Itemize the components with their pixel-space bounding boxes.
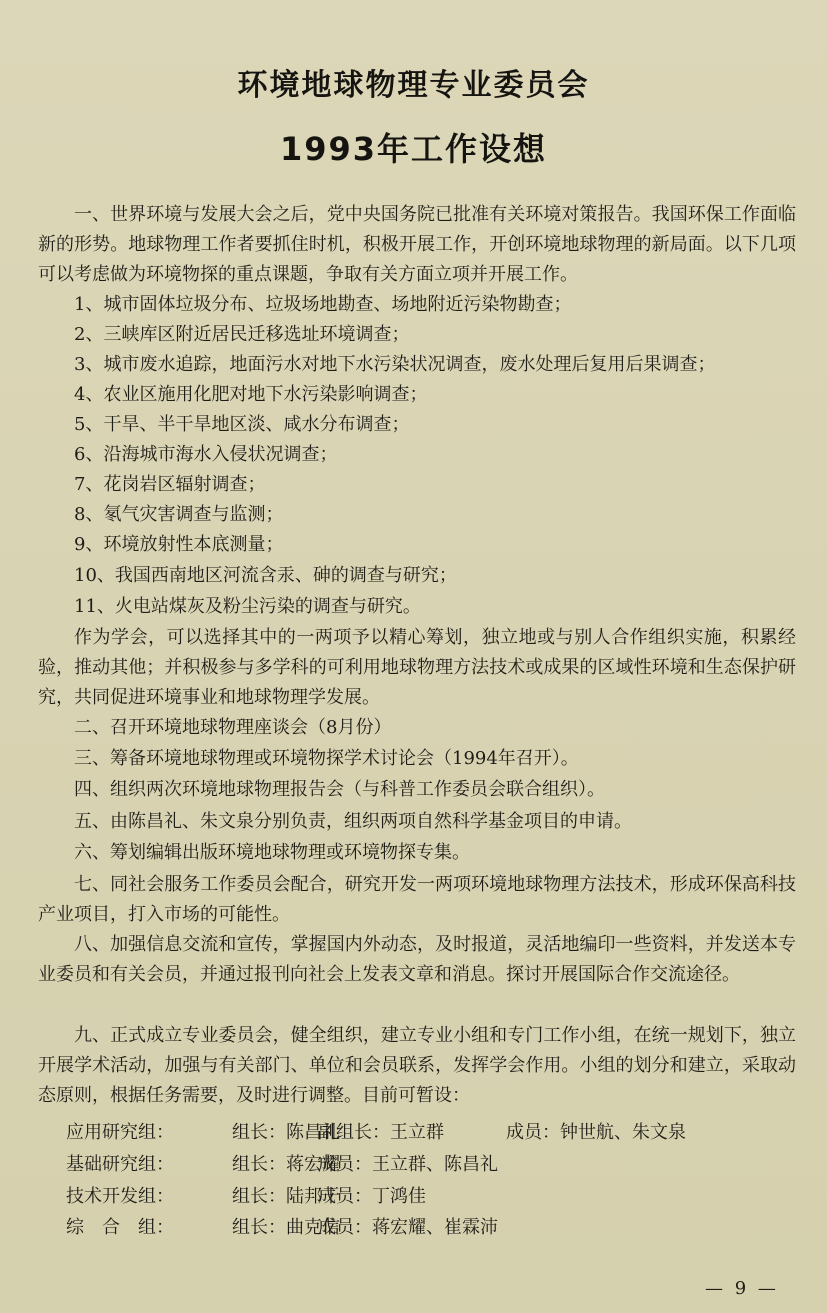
group-leader: 组长：蒋宏耀 — [232, 1154, 340, 1175]
paragraph-8: 八、加强信息交流和宣传，掌握国内外动态，及时报道，灵活地编印一些资料，并发送本专业委员和有关会员，并通过报刊向社会上发表文章和消息。探讨开展国际合作交流途径。 — [38, 934, 796, 985]
group-members: 成员：丁鸿佳 — [318, 1186, 426, 1207]
page-number: — 9 — — [705, 1278, 779, 1299]
item-7: 7、花岗岩区辐射调查； — [74, 474, 266, 495]
group-members: 成员：王立群、陈昌礼 — [318, 1154, 498, 1175]
item-8: 8、氡气灾害调查与监测； — [74, 504, 284, 525]
group-deputy: 副组长：王立群 — [318, 1122, 444, 1143]
item-11: 11、火电站煤灰及粉尘污染的调查与研究。 — [74, 596, 421, 617]
item-2: 2、三峡库区附近居民迁移选址环境调查； — [74, 324, 410, 345]
group-name: 基础研究组： — [66, 1154, 174, 1175]
item-4: 4、农业区施用化肥对地下水污染影响调查； — [74, 384, 428, 405]
section-4: 四、组织两次环境地球物理报告会（与科普工作委员会联合组织）。 — [74, 779, 605, 800]
group-members: 成员：蒋宏耀、崔霖沛 — [318, 1217, 498, 1238]
section-3: 三、筹备环境地球物理或环境物探学术讨论会（1994年召开）。 — [74, 748, 579, 769]
group-name: 综 合 组： — [66, 1217, 174, 1238]
paragraph-9: 九、正式成立专业委员会，健全组织，建立专业小组和专门工作小组，在统一规划下，独立开展学术活动，加强与有关部门、单位和会员联系，发挥学会作用。小组的划分和建立，采取动态原则，根据任务需要，及时进行调整。目前可暂设： — [38, 1025, 796, 1106]
group-leader: 组长：陆邦干 — [232, 1186, 340, 1207]
group-leader: 组长：曲克信 — [232, 1217, 340, 1238]
group-leader: 组长：陈昌礼 — [232, 1122, 340, 1143]
paragraph-study: 作为学会，可以选择其中的一两项予以精心筹划，独立地或与别人合作组织实施，积累经验，推动其他；并积极参与多学科的可利用地球物理方法技术或成果的区域性环境和生态保护研究，共同促进环境事业和地球物理学发展。 — [38, 627, 796, 708]
section-5: 五、由陈昌礼、朱文泉分别负责，组织两项自然科学基金项目的申请。 — [74, 811, 632, 832]
item-6: 6、沿海城市海水入侵状况调查； — [74, 444, 338, 465]
group-members: 成员：钟世航、朱文泉 — [506, 1122, 686, 1143]
group-name: 技术开发组： — [66, 1186, 174, 1207]
title-committee: 环境地球物理专业委员会 — [237, 68, 590, 103]
paragraph-1: 一、世界环境与发展大会之后，党中央国务院已批准有关环境对策报告。我国环保工作面临新的形势。地球物理工作者要抓住时机，积极开展工作，开创环境地球物理的新局面。以下几项可以考虑做为环境物探的重点课题，争取有关方面立项并开展工作。 — [38, 204, 796, 285]
item-3: 3、城市废水追踪，地面污水对地下水污染状况调查，废水处理后复用后果调查； — [74, 354, 716, 375]
item-10: 10、我国西南地区河流含汞、砷的调查与研究； — [74, 565, 457, 586]
item-9: 9、环境放射性本底测量； — [74, 534, 284, 555]
title-plan: 1993年工作设想 — [279, 130, 548, 168]
item-1: 1、城市固体垃圾分布、垃圾场地勘查、场地附近污染物勘查； — [74, 294, 572, 315]
paragraph-7: 七、同社会服务工作委员会配合，研究开发一两项环境地球物理方法技术，形成环保高科技产业项目，打入市场的可能性。 — [38, 874, 796, 925]
item-5: 5、干旱、半干旱地区淡、咸水分布调查； — [74, 414, 410, 435]
group-name: 应用研究组： — [66, 1122, 174, 1143]
section-6: 六、筹划编辑出版环境地球物理或环境物探专集。 — [74, 842, 470, 863]
section-2: 二、召开环境地球物理座谈会（8月份） — [74, 717, 392, 738]
